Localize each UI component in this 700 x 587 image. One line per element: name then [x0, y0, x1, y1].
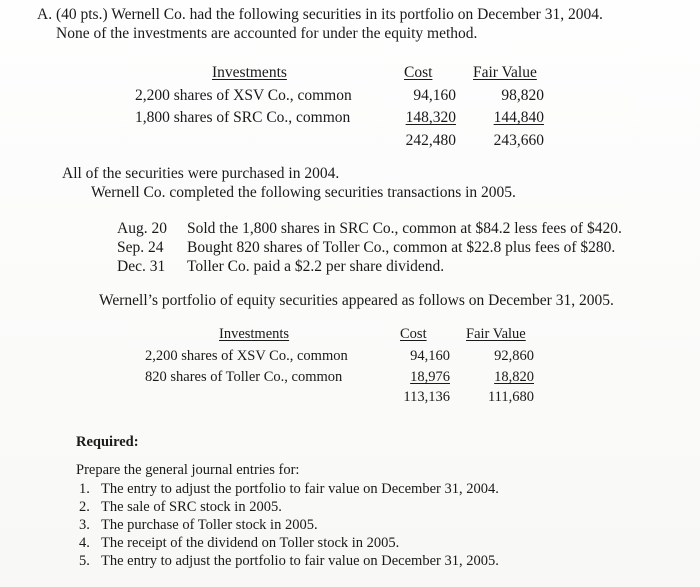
table-row-fair: 98,820: [501, 87, 544, 104]
table-row-cost: 148,320: [405, 109, 456, 126]
required-intro: Prepare the general journal entries for:: [76, 462, 300, 478]
table-row-fair: 144,840: [493, 109, 544, 126]
transaction-date: Sep. 24: [117, 239, 164, 256]
list-item-number: 1.: [79, 481, 90, 497]
required-heading: Required:: [76, 434, 139, 450]
table-row-name: 2,200 shares of XSV Co., common: [135, 87, 352, 104]
table-row-name: 1,800 shares of SRC Co., common: [135, 109, 351, 126]
list-item: The purchase of Toller stock in 2005.: [101, 517, 318, 533]
header-line-2: None of the investments are accounted for under the equity method.: [56, 25, 478, 42]
list-item-number: 4.: [79, 535, 90, 551]
transaction-date: Dec. 31: [117, 258, 166, 275]
total-cost: 113,136: [403, 389, 450, 405]
table-row-cost: 94,160: [413, 87, 456, 104]
portfolio-line: Wernell’s portfolio of equity securities appeared as follows on December 31, 2005.: [99, 292, 614, 309]
col-fair-value-header: Fair Value: [473, 64, 537, 81]
table-row-name: 820 shares of Toller Co., common: [145, 369, 343, 385]
list-item-number: 2.: [79, 499, 90, 515]
table-row-cost: 18,976: [410, 369, 450, 385]
header-line-1: A. (40 pts.) Wernell Co. had the following securities in its portfolio on December 31, 2004.: [37, 6, 603, 23]
transaction-date: Aug. 20: [117, 220, 167, 237]
intro-line-2: Wernell Co. completed the following securities transactions in 2005.: [91, 184, 516, 201]
col-investments-header: Investments: [212, 64, 287, 81]
list-item: The sale of SRC stock in 2005.: [101, 499, 282, 515]
list-item: The entry to adjust the portfolio to fair value on December 31, 2004.: [101, 481, 499, 497]
list-item-number: 3.: [79, 517, 90, 533]
col-fair-value-header: Fair Value: [466, 326, 526, 342]
transaction-desc: Toller Co. paid a $2.2 per share dividend.: [187, 258, 445, 275]
table-row-name: 2,200 shares of XSV Co., common: [145, 348, 348, 364]
table-row-fair: 18,820: [494, 369, 534, 385]
transaction-desc: Sold the 1,800 shares in SRC Co., common at $84.2 less fees of $420.: [187, 220, 622, 237]
col-cost-header: Cost: [400, 326, 427, 342]
total-fair: 111,680: [487, 389, 534, 405]
list-item: The receipt of the dividend on Toller stock in 2005.: [101, 535, 400, 551]
table-row-cost: 94,160: [410, 348, 450, 364]
transaction-desc: Bought 820 shares of Toller Co., common at $22.8 plus fees of $280.: [187, 239, 616, 256]
table-row-fair: 92,860: [494, 348, 534, 364]
col-cost-header: Cost: [404, 64, 433, 81]
list-item: The entry to adjust the portfolio to fair value on December 31, 2005.: [101, 553, 499, 569]
col-investments-header: Investments: [219, 326, 290, 342]
total-cost: 242,480: [405, 132, 456, 149]
intro-line-1: All of the securities were purchased in 2004.: [62, 165, 340, 182]
total-fair: 243,660: [493, 132, 544, 149]
list-item-number: 5.: [79, 553, 90, 569]
